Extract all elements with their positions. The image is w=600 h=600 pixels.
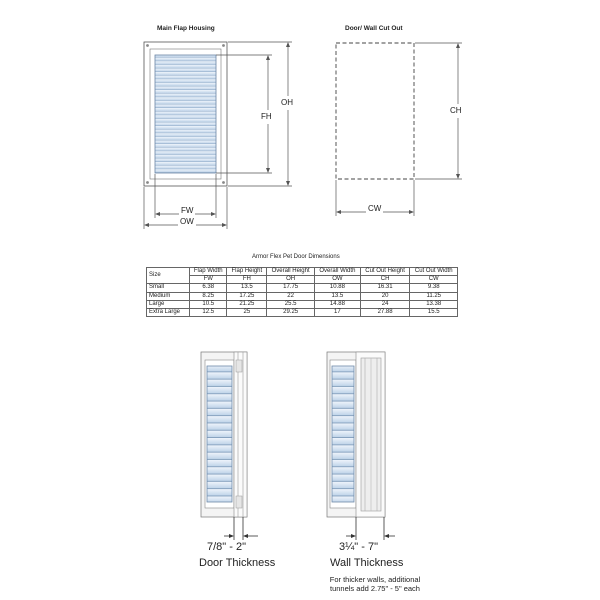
wall-note-line1: For thicker walls, additional xyxy=(329,575,421,584)
fh-label: FH xyxy=(261,112,272,121)
ch-label: CH xyxy=(450,106,462,115)
row-size: Small xyxy=(147,284,190,292)
wall-thickness-dimension xyxy=(346,517,395,540)
table-cell: 15.5 xyxy=(410,308,458,316)
door-thickness-dimension xyxy=(224,517,258,540)
table-cell: 6.38 xyxy=(190,284,227,292)
wall-thickness-caption: Wall Thickness xyxy=(330,557,404,569)
table-abbrev-cell: CW xyxy=(410,276,458,284)
table-abbrev-cell: FH xyxy=(227,276,267,284)
table-cell: 14.88 xyxy=(315,300,361,308)
oh-dimension xyxy=(228,42,292,186)
table-cell: 10.5 xyxy=(190,300,227,308)
table-cell: 8.25 xyxy=(190,292,227,300)
table-title: Armor Flex Pet Door Dimensions xyxy=(252,254,340,260)
table-cell: 17 xyxy=(315,308,361,316)
fw-label: FW xyxy=(181,206,194,215)
table-abbrev-cell: FW xyxy=(190,276,227,284)
row-size: Large xyxy=(147,300,190,308)
cw-label: CW xyxy=(368,204,382,213)
table-cell: 13.38 xyxy=(410,300,458,308)
oh-label: OH xyxy=(281,98,293,107)
table-header-cell: Flap Height xyxy=(227,268,267,276)
table-cell: 25.5 xyxy=(267,300,315,308)
cutout-outline xyxy=(336,43,414,179)
table-cell: 13.5 xyxy=(227,284,267,292)
table-cell: 17.75 xyxy=(267,284,315,292)
table-row xyxy=(147,284,458,292)
table-abbrev-cell: CH xyxy=(360,276,410,284)
wall-thickness-view xyxy=(327,352,385,517)
table-cell: 29.25 xyxy=(267,308,315,316)
table-abbrev-cell: OH xyxy=(267,276,315,284)
table-cell: 13.5 xyxy=(315,292,361,300)
table-cell: 27.88 xyxy=(360,308,410,316)
main-flap-housing xyxy=(144,42,227,186)
row-size: Extra Large xyxy=(147,308,190,316)
housing-title: Main Flap Housing xyxy=(157,25,215,32)
ow-label: OW xyxy=(180,217,194,226)
size-header: Size xyxy=(147,268,190,284)
table-header-row xyxy=(147,268,458,276)
table-cell: 17.25 xyxy=(227,292,267,300)
table-abbrev-row xyxy=(147,276,458,284)
door-thickness-caption: Door Thickness xyxy=(199,557,276,569)
table-cell: 22 xyxy=(267,292,315,300)
table-cell: 16.31 xyxy=(360,284,410,292)
door-thickness-view xyxy=(201,352,247,517)
table-row xyxy=(147,292,458,300)
wall-thickness-range: 3¼" - 7" xyxy=(339,541,378,553)
table-row xyxy=(147,300,458,308)
table-abbrev-cell: OW xyxy=(315,276,361,284)
table-cell: 11.25 xyxy=(410,292,458,300)
table-cell: 20 xyxy=(360,292,410,300)
table-cell: 10.88 xyxy=(315,284,361,292)
table-cell: 9.38 xyxy=(410,284,458,292)
table-row xyxy=(147,308,458,316)
table-cell: 21.25 xyxy=(227,300,267,308)
table-header-cell: Overall Height xyxy=(267,268,315,276)
door-thickness-range: 7/8" - 2" xyxy=(207,541,246,553)
cutout-title: Door/ Wall Cut Out xyxy=(345,25,403,32)
dimensions-table xyxy=(146,267,458,317)
table-header-cell: Flap Width xyxy=(190,268,227,276)
table-cell: 25 xyxy=(227,308,267,316)
table-cell: 24 xyxy=(360,300,410,308)
wall-note-line2: tunnels add 2.75" - 5" each xyxy=(330,584,420,593)
table-header-cell: Cut Out Height xyxy=(360,268,410,276)
table-header-cell: Cut Out Width xyxy=(410,268,458,276)
table-header-cell: Overall Width xyxy=(315,268,361,276)
row-size: Medium xyxy=(147,292,190,300)
table-cell: 12.5 xyxy=(190,308,227,316)
